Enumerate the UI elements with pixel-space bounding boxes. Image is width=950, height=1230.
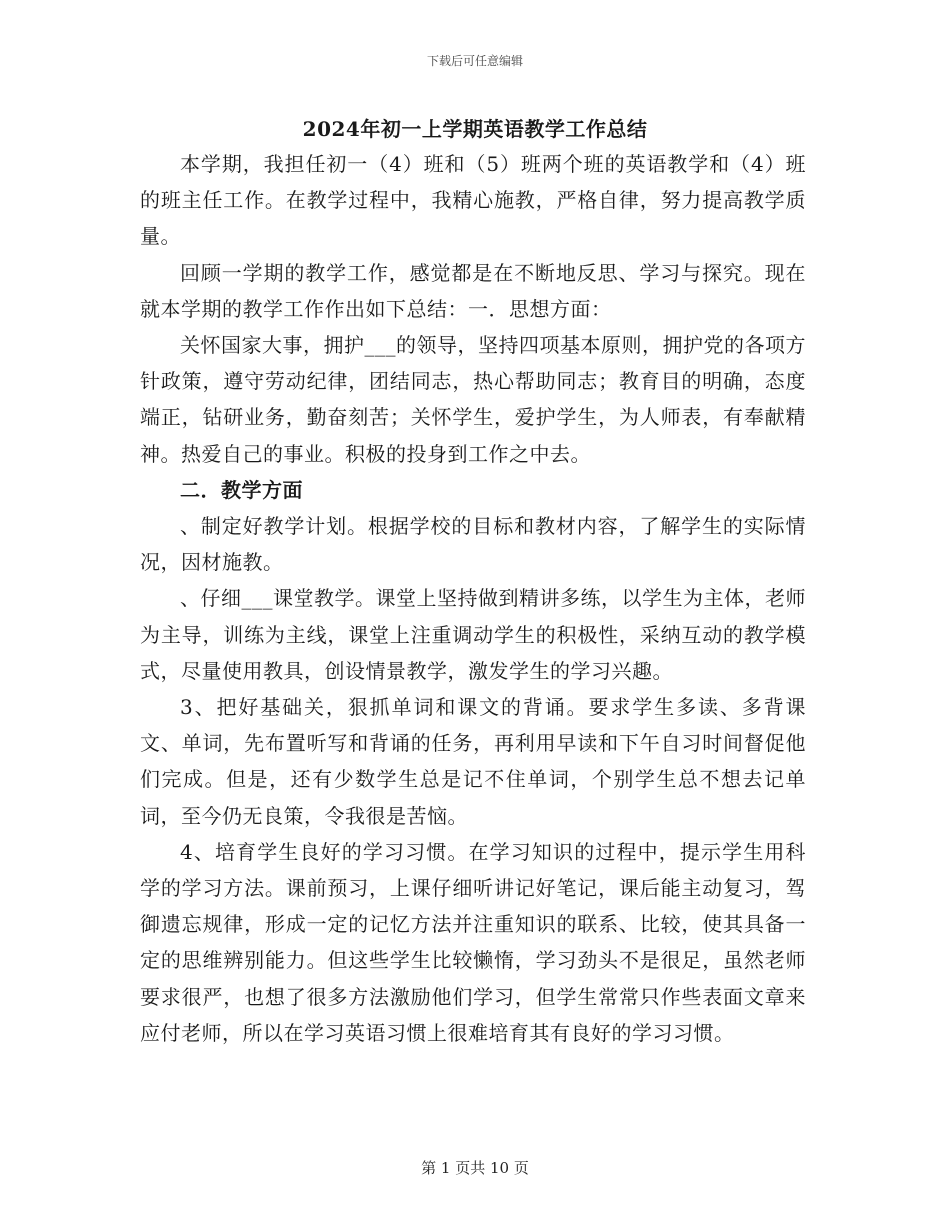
paragraph-review: 回顾一学期的教学工作，感觉都是在不断地反思、学习与探究。现在就本学期的教学工作作出如下总结：一．思想方面： bbox=[140, 260, 806, 321]
page-number: 第 1 页共 10 页 bbox=[421, 1159, 529, 1177]
paragraph-intro: 本学期，我担任初一（4）班和（5）班两个班的英语教学和（4）班的班主任工作。在教学过程中，我精心施教，严格自律，努力提高教学质量。 bbox=[140, 152, 806, 249]
document-title: 2024年初一上学期英语教学工作总结 bbox=[302, 117, 648, 141]
document-body bbox=[140, 146, 806, 1051]
section-heading-teaching: 二．教学方面 bbox=[180, 477, 303, 502]
paragraph-habits: 4、培育学生良好的学习习惯。在学习知识的过程中，提示学生用科学的学习方法。课前预习，上课仔细听讲记好笔记，课后能主动复习，驾御遗忘规律，形成一定的记忆方法并注重知识的联系、比较，使其具备一定的思维辨别能力。但这些学生比较懒惰，学习劲头不是很足，虽然老师要求很严，也想了很多方法激励他们学习，但学生常常只作些表面文章来应付老师，所以在学习英语习惯上很难培育其有良好的学习习惯。 bbox=[140, 839, 806, 1045]
paragraph-classroom: 、仔细___课堂教学。课堂上坚持做到精讲多练，以学生为主体，老师为主导，训练为主线，课堂上注重调动学生的积极性，采纳互动的教学模式，尽量使用教具，创设情景教学，激发学生的学习兴趣。 bbox=[140, 586, 806, 683]
paragraph-teaching-plan: 、制定好教学计划。根据学校的目标和教材内容，了解学生的实际情况，因材施教。 bbox=[140, 514, 806, 575]
paragraph-ideology: 关怀国家大事，拥护___的领导，坚持四项基本原则，拥护党的各项方针政策，遵守劳动纪律，团结同志，热心帮助同志；教育目的明确，态度端正，钻研业务，勤奋刻苦；关怀学生，爱护学生，为人师表，有奉献精神。热爱自己的事业。积极的投身到工作之中去。 bbox=[140, 333, 806, 466]
paragraph-basics: 3、把好基础关，狠抓单词和课文的背诵。要求学生多读、多背课文、单词，先布置听写和背诵的任务，再利用早读和下午自习时间督促他们完成。但是，还有少数学生总是记不住单词，个别学生总不想去记单词，至今仍无良策，令我很是苦恼。 bbox=[140, 695, 806, 828]
header-note: 下载后可任意编辑 bbox=[426, 54, 523, 68]
